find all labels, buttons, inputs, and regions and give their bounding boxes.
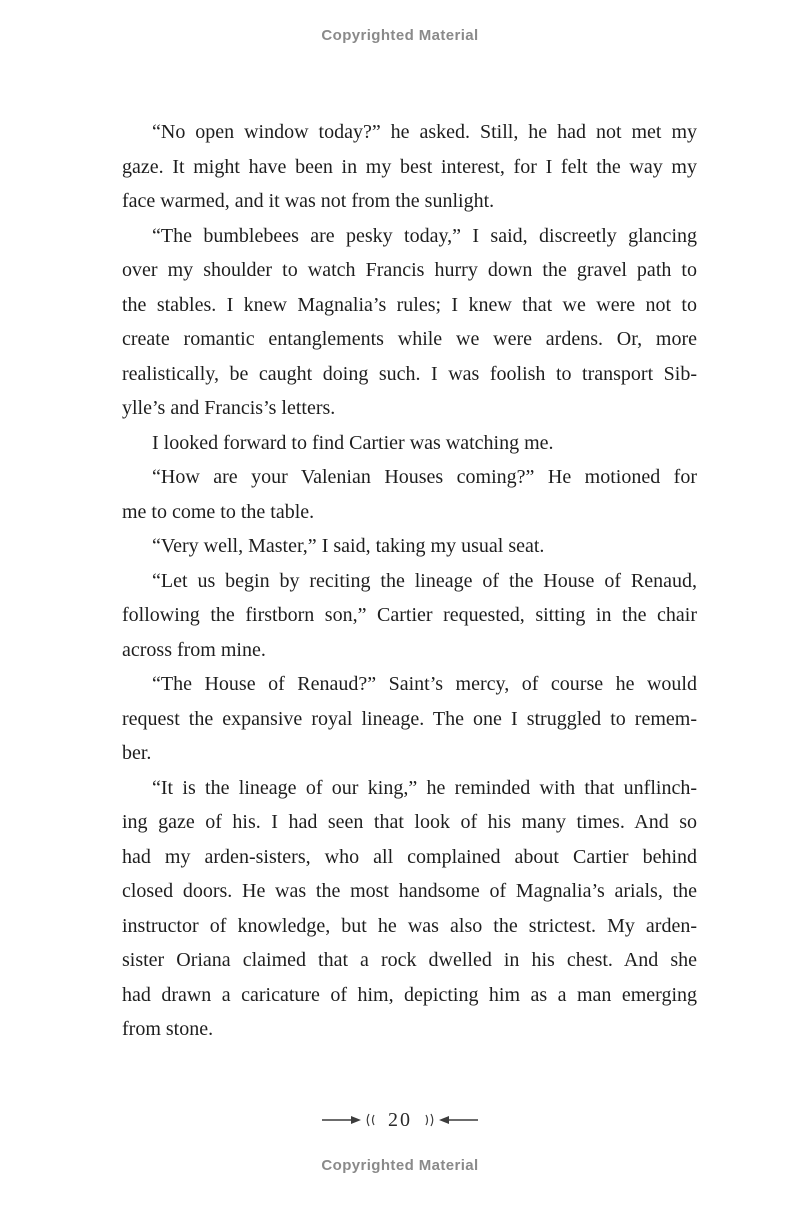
text-line: I looked forward to find Cartier was watching me.	[152, 431, 554, 454]
copyright-notice-bottom: Copyrighted Material	[321, 1157, 479, 1174]
text-line: sister Oriana claimed that a rock dwelled in his chest. And she	[122, 949, 697, 971]
text-line: “It is the lineage of our king,” he reminded with that unflinch-	[152, 776, 697, 799]
text-line: “The House of Renaud?” Saint’s mercy, of course he would	[152, 673, 697, 695]
text-line: me to come to the table.	[122, 500, 315, 523]
folio	[0, 1104, 800, 1136]
text-line: the stables. I knew Magnalia’s rules; I knew that we were not to	[122, 293, 697, 316]
text-line: request the expansive royal lineage. The one I struggled to remem-	[122, 707, 697, 730]
text-line: “How are your Valenian Houses coming?” He motioned for	[152, 466, 697, 488]
text-line: “No open window today?” he asked. Still, he had not met my	[152, 121, 697, 143]
body-text	[122, 115, 697, 1047]
text-line: had my arden-sisters, who all complained about Cartier behind	[122, 845, 697, 868]
text-line: “The bumblebees are pesky today,” I said, discreetly glancing	[152, 224, 697, 247]
text-line: ylle’s and Francis’s letters.	[122, 397, 336, 419]
text-line: “Very well, Master,” I said, taking my usual seat.	[152, 535, 545, 557]
text-line: ing gaze of his. I had seen that look of his many times. And so	[122, 811, 697, 833]
text-line: following the firstborn son,” Cartier requested, sitting in the chair	[122, 604, 697, 626]
text-line: “Let us begin by reciting the lineage of the House of Renaud,	[152, 569, 697, 592]
text-line: had drawn a caricature of him, depicting him as a man emerging	[122, 983, 697, 1006]
arrow-left-ornament-icon	[421, 1113, 479, 1127]
copyright-notice-top: Copyrighted Material	[321, 27, 479, 44]
text-line: across from mine.	[122, 638, 266, 661]
text-line: from stone.	[122, 1018, 214, 1040]
page-number: 20	[388, 1108, 412, 1131]
text-line: gaze. It might have been in my best interest, for I felt the way my	[122, 155, 697, 178]
arrow-right-ornament-icon	[321, 1113, 379, 1127]
text-line: realistically, be caught doing such. I was foolish to transport Sib-	[122, 362, 697, 385]
text-line: create romantic entanglements while we were ardens. Or, more	[122, 328, 697, 350]
text-line: face warmed, and it was not from the sunlight.	[122, 190, 495, 212]
text-line: instructor of knowledge, but he was also the strictest. My arden-	[122, 914, 697, 937]
text-line: ber.	[122, 742, 152, 764]
text-line: over my shoulder to watch Francis hurry down the gravel path to	[122, 259, 697, 281]
text-line: closed doors. He was the most handsome of Magnalia’s arials, the	[122, 880, 697, 902]
